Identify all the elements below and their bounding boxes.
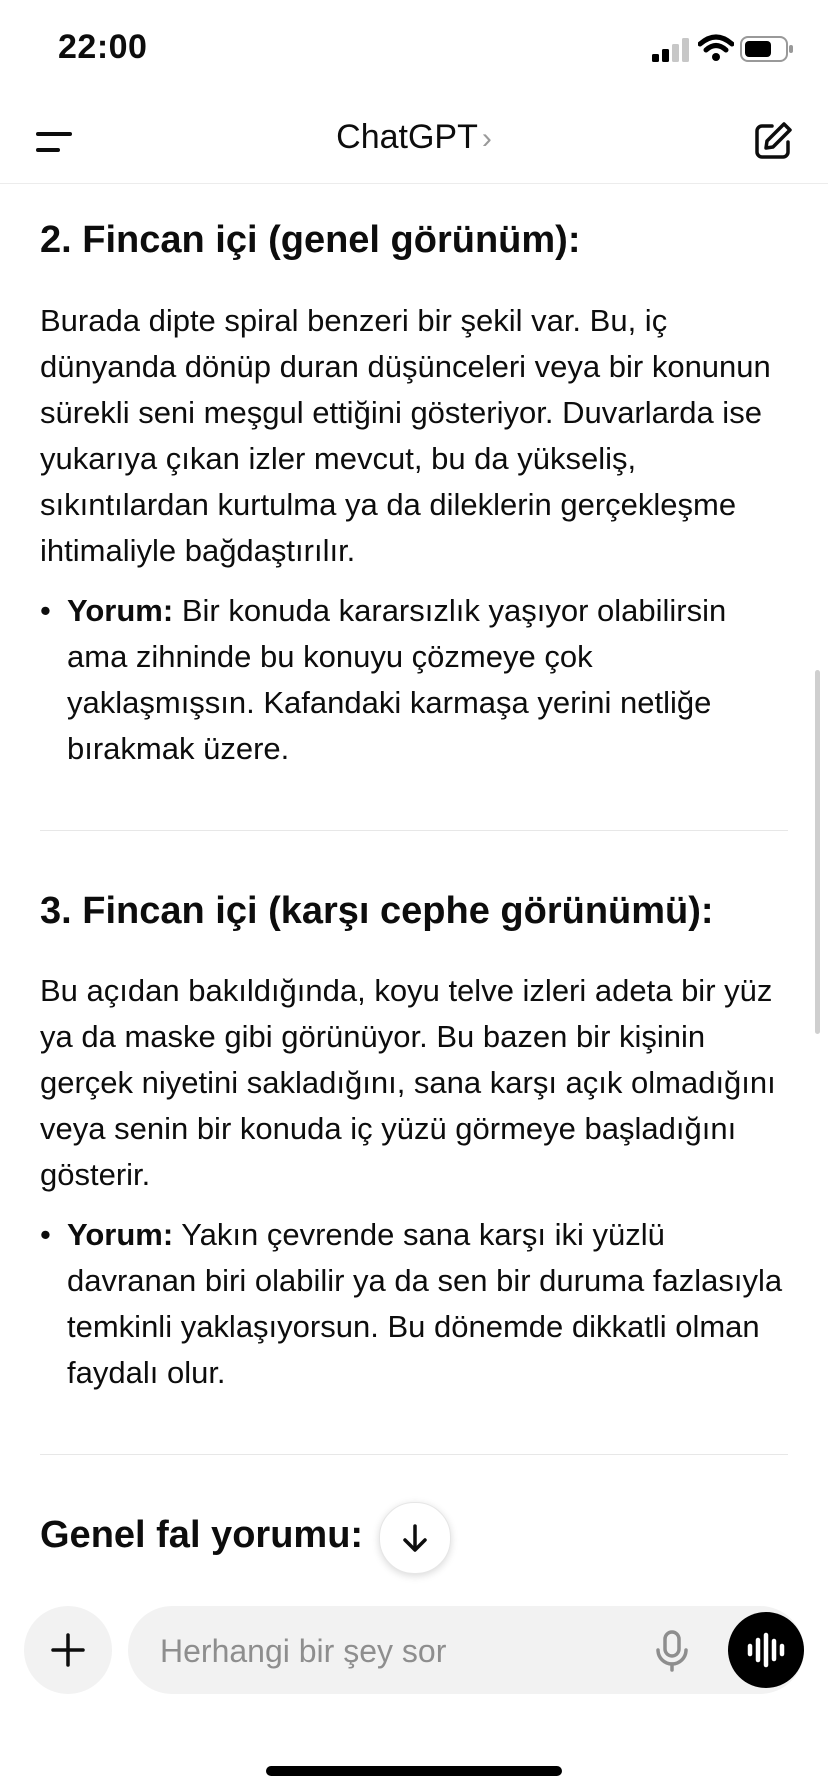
wifi-icon bbox=[698, 34, 734, 62]
message-input-container bbox=[128, 1606, 804, 1694]
section-heading: 2. Fincan içi (genel görünüm): bbox=[40, 219, 581, 261]
attach-button[interactable] bbox=[24, 1606, 112, 1694]
message-content bbox=[0, 184, 828, 1586]
bullet-dot: • bbox=[40, 1217, 51, 1253]
bullet-item bbox=[40, 1212, 788, 1396]
scroll-to-bottom-button[interactable] bbox=[379, 1502, 451, 1574]
chevron-right-icon: › bbox=[481, 122, 492, 155]
voice-mode-button[interactable] bbox=[728, 1612, 804, 1688]
status-bar bbox=[0, 0, 828, 100]
cellular-signal-icon bbox=[652, 38, 692, 62]
scrollbar[interactable] bbox=[815, 670, 820, 1034]
message-input[interactable] bbox=[158, 1606, 632, 1696]
bullet-dot: • bbox=[40, 592, 51, 628]
section-heading: Genel fal yorumu: bbox=[40, 1514, 364, 1557]
bullet-label: Yorum: bbox=[67, 1217, 174, 1253]
page-title: ChatGPT bbox=[336, 118, 478, 156]
section-paragraph: Burada dipte spiral benzeri bir şekil var. Bu, iç dünyanda dönüp duran düşünceleri veya bir konunun sürekli seni meşgul ettiğini gösteriyor. Duvarlarda ise yukarıya çıkan izler mevcut, bu da yükseliş, sıkıntılardan kurtulma ya da dileklerin gerçekleşme ihtimaliyle bağdaştırılır. bbox=[40, 302, 771, 568]
arrow-down-icon bbox=[399, 1522, 431, 1554]
status-time: 22:00 bbox=[58, 28, 148, 66]
model-selector[interactable] bbox=[0, 118, 828, 157]
battery-icon bbox=[740, 36, 794, 62]
top-nav-bar bbox=[0, 100, 828, 184]
bullet-text: Yakın çevrende sana karşı iki yüzlü davranan biri olabilir ya da sen bir duruma fazlasıyla temkinli yaklaşıyorsun. Bu dönemde dikkatli olman faydalı olur. bbox=[67, 1217, 783, 1391]
section-paragraph: Bu açıdan bakıldığında, koyu telve izleri adeta bir yüz ya da maske gibi görünüyor. Bu bazen bir kişinin gerçek niyetini sakladığını, sana karşı açık olmadığını veya senin bir konuda iç yüzü görmeye başladığını gösterir. bbox=[40, 973, 776, 1193]
new-chat-edit-icon[interactable] bbox=[752, 120, 794, 162]
bullet-label: Yorum: bbox=[67, 592, 174, 628]
home-indicator bbox=[266, 1766, 562, 1776]
bullet-item bbox=[40, 588, 788, 772]
voice-mode-icon bbox=[746, 1632, 786, 1668]
section-heading: 3. Fincan içi (karşı cephe görünümü): bbox=[40, 889, 714, 932]
bullet-text: Bir konuda kararsızlık yaşıyor olabilirsin ama zihninde bu konuyu çözmeye çok yaklaşmışsın. Kafandaki karmaşa yerini netliğe bırakmak üzere. bbox=[67, 592, 727, 766]
plus-icon bbox=[50, 1632, 86, 1668]
composer-bar bbox=[0, 1586, 828, 1792]
microphone-icon[interactable] bbox=[652, 1630, 692, 1672]
